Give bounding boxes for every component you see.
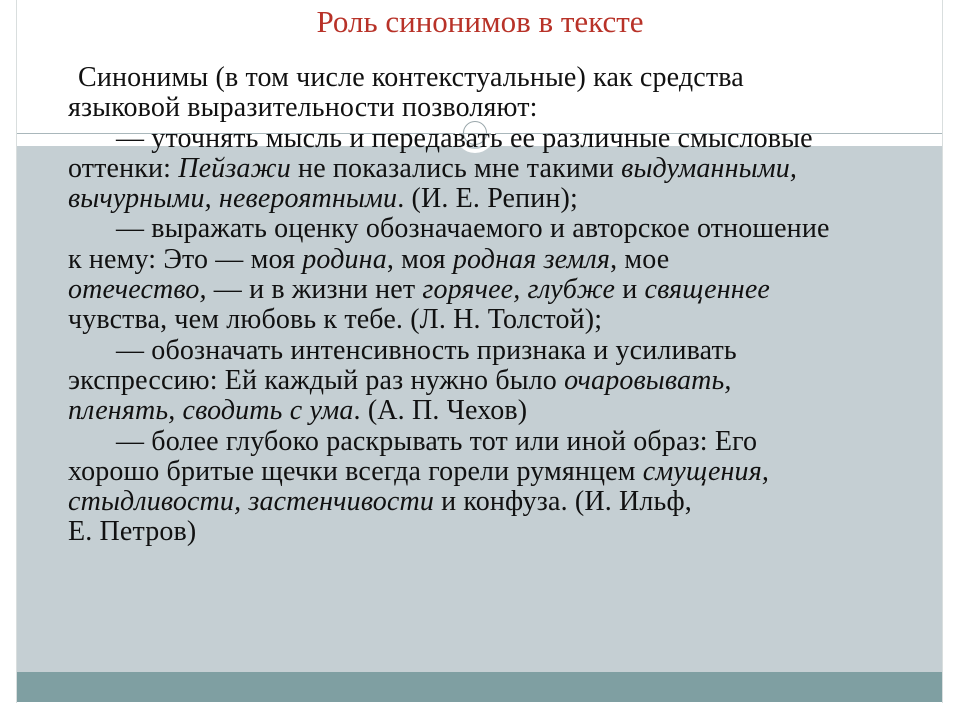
text-run: — уточнять мысль и передавать ее различные смысловые <box>116 122 813 154</box>
text-run: Синонимы (в том числе контекстуальные) как средства <box>78 62 744 93</box>
text-run: . (И. Е. Репин); <box>397 183 578 215</box>
text-run: , мое <box>610 243 670 275</box>
body-line-2 <box>68 93 938 123</box>
slide-title: Роль синонимов в тексте <box>316 4 644 39</box>
body-line-1 <box>68 63 938 93</box>
text-run: чувства, чем любовь к тебе. (Л. Н. Толстой); <box>68 304 603 336</box>
italic-example: выдуманными, <box>621 152 798 184</box>
italic-example: пленять, сводить с ума <box>68 395 354 427</box>
italic-example: стыдливости, застенчивости <box>68 486 434 518</box>
body-line-11 <box>68 366 938 396</box>
italic-example: вычурными, невероятными <box>68 183 398 215</box>
italic-example: отечество, <box>68 274 207 306</box>
text-run: экспрессию: Ей каждый раз нужно было <box>68 364 565 396</box>
text-run: Е. Петров) <box>68 516 197 548</box>
italic-example: смущения, <box>642 455 770 487</box>
text-run: и конфуза. (И. Ильф, <box>434 486 692 518</box>
body-line-14 <box>68 457 938 487</box>
body-line-3 <box>68 124 938 154</box>
slide-body-text <box>68 63 938 548</box>
body-line-10 <box>68 336 938 366</box>
body-line-16 <box>68 517 938 547</box>
text-run: хорошо бритые щечки всегда горели румянцем <box>68 455 643 487</box>
italic-example: родная земля <box>452 243 611 275</box>
text-run: оттенки: <box>68 152 179 184</box>
body-line-15 <box>68 487 938 517</box>
text-run: — и в жизни нет <box>206 274 423 306</box>
body-line-7 <box>68 245 938 275</box>
italic-example: горячее, глубже <box>422 274 616 306</box>
body-line-13 <box>68 427 938 457</box>
text-run: — более глубоко раскрывать тот или иной образ: Его <box>116 425 758 457</box>
text-run: и <box>615 274 645 306</box>
body-line-9 <box>68 305 938 335</box>
text-run: — выражать оценку обозначаемого и авторское отношение <box>116 213 830 245</box>
text-run: , моя <box>386 243 453 275</box>
body-line-12 <box>68 396 938 426</box>
italic-example: Пейзажи <box>178 152 291 184</box>
italic-example: родина <box>302 243 387 275</box>
body-line-6 <box>68 214 938 244</box>
text-run: языковой выразительности позволяют: <box>68 92 538 124</box>
italic-example: очаровывать, <box>564 364 732 396</box>
body-line-4 <box>68 154 938 184</box>
body-line-5 <box>68 184 938 214</box>
text-run: . (А. П. Чехов) <box>353 395 528 427</box>
text-run: не показались мне такими <box>290 152 622 184</box>
text-run: — обозначать интенсивность признака и усиливать <box>116 334 737 366</box>
body-line-8 <box>68 275 938 305</box>
italic-example: священнее <box>644 274 770 306</box>
text-run: к нему: Это — моя <box>68 243 303 275</box>
